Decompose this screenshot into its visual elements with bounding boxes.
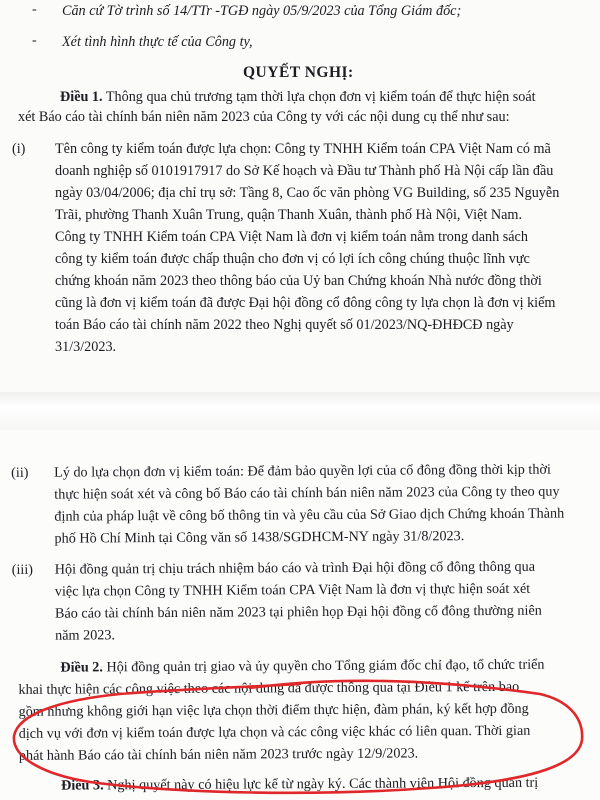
legal-basis-line: Xét tình hình thực tế của Công ty,: [62, 34, 253, 50]
item-iii-line: Báo cáo tài chính bán niên năm 2023 tại phiên họp Đại hội đồng cổ đông thường niên: [54, 602, 542, 622]
page-break: [0, 392, 600, 430]
item-iii-line: năm 2023.: [55, 627, 116, 644]
item-ii-line: Lý do lựa chọn đơn vị kiểm toán: Để đảm bảo quyền lợi của cổ đông đồng thời kịp thời: [54, 461, 551, 481]
document-page-bottom: [0, 430, 600, 800]
article-1-label: Điều 1.: [60, 89, 103, 105]
article-1-text: Thông qua chủ trương tạm thời lựa chọn đơn vị kiểm toán để thực hiện soát: [105, 89, 536, 105]
item-iii-line: Hội đồng quản trị chịu trách nhiệm báo cáo và trình Đại hội đồng cổ đông thông qua: [54, 558, 536, 578]
article-2-line: gồm nhưng không giới hạn việc lựa chọn thời điểm thực hiện, đàm phán, ký kết hợp đồng: [18, 700, 529, 720]
article-1-first-line: [60, 88, 536, 106]
item-ii-line: thực hiện soát xét và công bố Báo cáo tài chính bán niên năm 2023 của Công ty theo quy: [54, 483, 560, 503]
document-page-top: [0, 0, 600, 392]
item-i-line: toán Báo cáo tài chính năm 2022 theo Nghị quyết số 01/2023/NQ-ĐHĐCĐ ngày: [55, 317, 514, 333]
article-1-line: xét Báo cáo tài chính bán niên năm 2023 của Công ty với các nội dung cụ thể như sau:: [18, 109, 510, 125]
bullet-dash: -: [32, 2, 37, 17]
item-ii-line: định của pháp luật về công bố thông tin và yêu cầu của Sở Giao dịch Chứng khoán Thành: [54, 505, 565, 525]
item-i-marker: (i): [12, 141, 26, 157]
item-i-line: Trãi, phường Thanh Xuân Trung, quận Thanh Xuân, thành phố Hà Nội, Việt Nam.: [55, 207, 522, 223]
item-i-line: Công ty TNHH Kiểm toán CPA Việt Nam là đơn vị kiểm toán nằm trong danh sách: [55, 229, 528, 245]
item-i-line: doanh nghiệp số 0101917917 do Sở Kế hoạch và Đầu tư Thành phố Hà Nội cấp lần đầu: [55, 163, 554, 179]
item-i-line: công ty kiểm toán được chấp thuận cho đơn vị có lợi ích công chúng thuộc lĩnh vực: [55, 251, 530, 267]
item-iii-line: việc lựa chọn Công ty TNHH Kiểm toán CPA Việt Nam là đơn vị thực hiện soát xét: [54, 580, 531, 600]
article-3-label: Điều 3.: [60, 777, 104, 794]
resolution-heading: QUYẾT NGHỊ:: [243, 64, 354, 81]
article-3-first-line: [61, 774, 538, 795]
article-2-line: dịch vụ với đơn vị kiểm toán được lựa chọn và các công việc khác có liên quan. Thời gian: [18, 722, 531, 742]
item-i-line: Tên công ty kiểm toán được lựa chọn: Công ty TNHH Kiểm toán CPA Việt Nam có mã: [55, 141, 551, 157]
item-ii-marker: (ii): [11, 464, 29, 481]
article-2-label: Điều 2.: [60, 659, 103, 676]
item-ii-line: phố Hồ Chí Minh tại Công văn số 1438/SGDHCM-NY ngày 31/8/2023.: [54, 528, 465, 547]
item-i-line: 31/3/2023.: [55, 339, 117, 355]
item-i-line: ngày 03/04/2006; địa chỉ trụ sở: Tầng 8, Cao ốc văn phòng VG Building, số 235 Nguyễn: [55, 185, 560, 201]
article-3-text: Nghị quyết này có hiệu lực kể từ ngày ký. Các thành viên Hội đồng quản trị: [107, 774, 539, 794]
item-iii-marker: (iii): [11, 561, 34, 578]
article-2-text: Hội đồng quản trị giao và ủy quyền cho Tổng giám đốc chỉ đạo, tổ chức triển: [106, 656, 545, 676]
bullet-dash: -: [32, 33, 37, 48]
article-2-line: phát hành Báo cáo tài chính bán niên năm 2023 trước ngày 12/9/2023.: [18, 745, 419, 764]
article-2-line: khai thực hiện các công việc theo các nội dung đã được thông qua tại Điều 1 kể trên bao: [18, 678, 520, 698]
page-bottom-text: [0, 430, 600, 800]
item-i-line: chứng khoán năm 2023 theo thông báo của Uỷ ban Chứng khoán Nhà nước đồng thời: [55, 273, 542, 289]
legal-basis-line: Căn cứ Tờ trình số 14/TTr -TGĐ ngày 05/9/2023 của Tổng Giám đốc;: [62, 3, 462, 19]
item-i-line: cũng là đơn vị kiểm toán đã được Đại hội đồng cổ đông công ty lựa chọn là đơn vị kiểm: [55, 295, 556, 311]
article-2-first-line: [60, 656, 544, 677]
